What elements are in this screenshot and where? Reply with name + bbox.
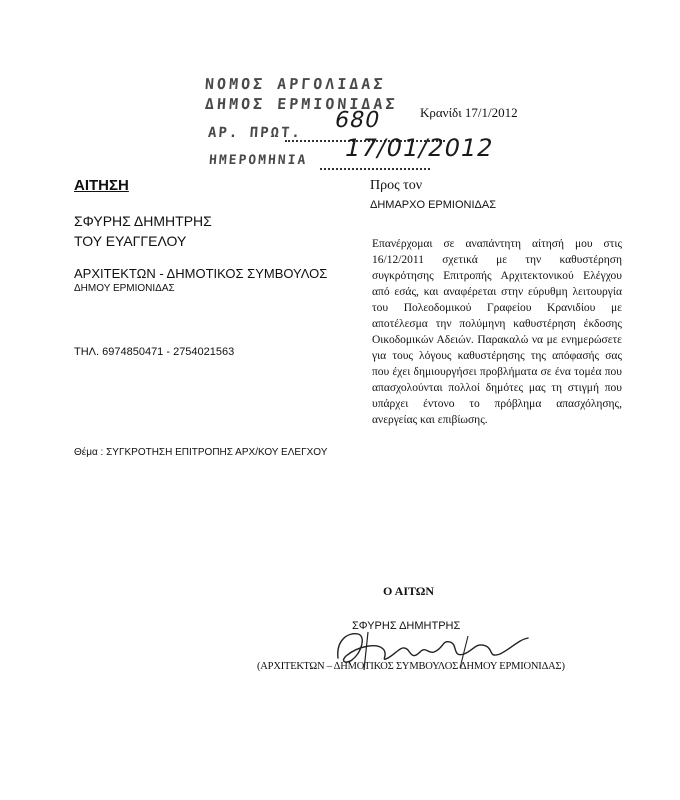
sender-municipality: ΔΗΜΟΥ ΕΡΜΙΟΝΙΔΑΣ <box>74 283 175 294</box>
stamp-date-label: ΗΜΕΡΟΜΗΝΙΑ <box>208 153 308 168</box>
place-date: Κρανίδι 17/1/2012 <box>420 105 518 120</box>
stamp-handwritten-date: 17/01/2012 <box>342 134 497 162</box>
stamp-protocol-label: ΑΡ. ΠΡΩΤ. <box>207 125 303 141</box>
subject-line: Θέμα : ΣΥΓΚΡΟΤΗΣΗ ΕΠΙΤΡΟΠΗΣ ΑΡΧ/ΚΟΥ ΕΛΕΓΧΟΥ <box>74 447 328 458</box>
sender-father-name: ΤΟΥ ΕΥΑΓΓΕΛΟΥ <box>74 233 187 249</box>
stamp-municipality: ΔΗΜΟΣ ΕΡΜΙΟΝΙΔΑΣ <box>204 95 399 113</box>
stamp-protocol-number: 680 <box>332 108 383 133</box>
sender-role: ΑΡΧΙΤΕΚΤΩΝ - ΔΗΜΟΤΙΚΟΣ ΣΥΜΒΟΥΛΟΣ <box>74 266 328 281</box>
signature-name: ΣΦΥΡΗΣ ΔΗΜΗΤΡΗΣ <box>352 620 461 632</box>
applicant-label: Ο ΑΙΤΩΝ <box>383 584 435 598</box>
sender-phone: ΤΗΛ. 6974850471 - 2754021563 <box>74 346 235 358</box>
recipient-name: ΔΗΜΑΡΧΟ ΕΡΜΙΟΝΙΔΑΣ <box>370 199 497 211</box>
body-paragraph: Επανέρχομαι σε αναπάντητη αίτησή μου στις 16/12/2011 σχετικά με την καθυστέρηση συγκρότησης Επιτροπής Αρχιτεκτονικού Ελέγχου από εσάς, και αναφέρεται στην εύρυθμη λειτουργία του Πολεοδομικού Γραφείου Κρανιδίου με αποτέλεσμα την πολύμηνη καθυστέρηση έκδοσης Οικοδομικών Αδειών. Παρακαλώ να με ενημερώσετε για τους λόγους καθυστέρησης της απόφασής σας που έχει δημιουργήσει προβλήματα σε ένα τομέα που απασχολούνται πολλοί δημότες μας τη στιγμή που υπάρχει έντονο το πρόβλημα απασχόλησης, ανεργείας και επιβίωσης. <box>372 238 622 426</box>
recipient-label: Προς τον <box>370 178 423 193</box>
signature-role: (ΑΡΧΙΤΕΚΤΩΝ – ΔΗΜΟΤΙΚΟΣ ΣΥΜΒΟΥΛΟΣ ΔΗΜΟΥ ΕΡΜΙΟΝΙΔΑΣ) <box>257 661 565 672</box>
document-title: ΑΙΤΗΣΗ <box>74 177 129 194</box>
stamp-prefecture: ΝΟΜΟΣ ΑΡΓΟΛΙΔΑΣ <box>204 75 387 93</box>
sender-name: ΣΦΥΡΗΣ ΔΗΜΗΤΡΗΣ <box>74 213 212 229</box>
